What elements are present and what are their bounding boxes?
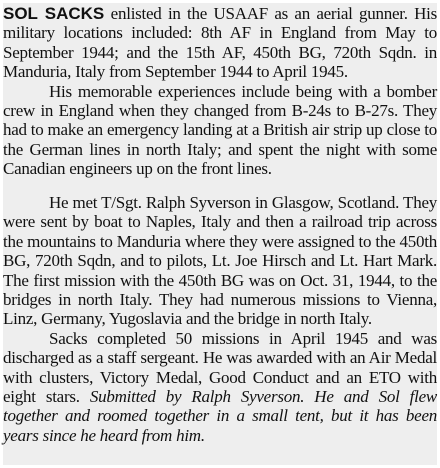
enlistment-text: enlisted in the USAAF as an aerial gunner. His military locations included: 8th AF in England from May to September 1944; and the 15th AF, 450th BG, 720th Sqdn. in Manduria, Italy from September 1944 to April 1945.: [3, 4, 438, 82]
submission-credit: Submitted by Ralph Syverson. He and Sol flew together and roomed together in a small tent, but it has been years since he heard from him.: [3, 387, 438, 445]
subject-name: SOL SACKS: [3, 4, 105, 23]
paragraph-discharge: [3, 329, 437, 445]
article-top-block: [3, 4, 437, 179]
paragraph-enlistment: [3, 4, 437, 82]
article-page: [3, 3, 437, 465]
paragraph-missions: He met T/Sgt. Ralph Syverson in Glasgow, Scotland. They were sent by boat to Naples, Italy and then a railroad trip across the mountains to Manduria where they were assigned to the 450th BG, 720th Sqdn, and to pilots, Lt. Joe Hirsch and Lt. Hart Mark. The first mission with the 450th BG was on Oct. 31, 1944, to the bridges in north Italy. They had numerous missions to Vienna, Linz, Germany, Yugoslavia and the bridge in north Italy.: [3, 193, 437, 329]
paragraph-experiences: His memorable experiences include being with a bomber crew in England when they changed from B-24s to B-27s. They had to make an emergency landing at a British air strip up close to the German lines in north Italy; and spent the night with some Canadian engineers up on the front lines.: [3, 81, 437, 179]
article-bottom-block: [3, 193, 437, 445]
discharge-text: Sacks completed 50 missions in April 1945 and was discharged as a staff sergeant. He was awarded with an Air Medal with clusters, Victory Medal, Good Conduct and an ETO with eight stars.: [3, 328, 437, 407]
